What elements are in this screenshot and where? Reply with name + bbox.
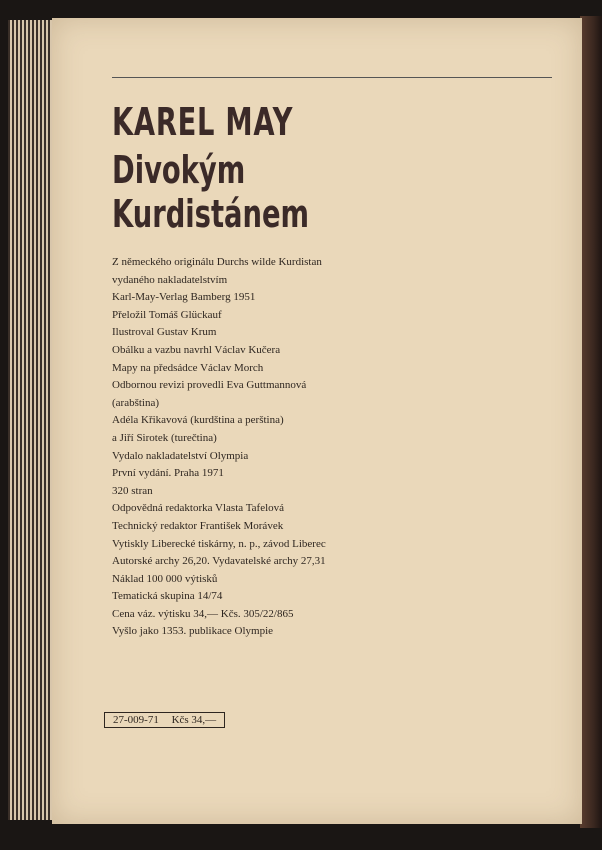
- colophon-line: (arabština): [112, 396, 160, 409]
- colophon: [112, 254, 326, 641]
- colophon-line: Autorské archy 26,20. Vydavatelské archy 27,31: [112, 555, 326, 568]
- colophon-line: Karl-May-Verlag Bamberg 1951: [112, 291, 256, 304]
- colophon-line: a Jiří Sirotek (turečtina): [112, 431, 217, 444]
- colophon-line: Vytiskly Liberecké tiskárny, n. p., závod Liberec: [112, 537, 326, 550]
- author-name: KAREL MAY: [112, 100, 294, 144]
- colophon-line: Cena váz. výtisku 34,— Kčs. 305/22/865: [112, 607, 294, 620]
- top-rule: [112, 77, 552, 78]
- book-title-line: Divokým: [112, 148, 246, 192]
- colophon-line: Odbornou revizi provedli Eva Guttmannová: [112, 379, 307, 392]
- colophon-line: Adéla Křikavová (kurdština a perština): [112, 414, 284, 427]
- colophon-line: Mapy na předsádce Václav Morch: [112, 361, 264, 374]
- colophon-line: První vydání. Praha 1971: [112, 467, 224, 480]
- colophon-line: Odpovědná redaktorka Vlasta Tafelová: [112, 502, 285, 515]
- colophon-line: vydaného nakladatelstvím: [112, 273, 228, 286]
- colophon-line: Přeložil Tomáš Glückauf: [112, 308, 222, 321]
- colophon-line: Ilustroval Gustav Krum: [112, 326, 217, 339]
- colophon-line: Obálku a vazbu navrhl Václav Kučera: [112, 343, 281, 356]
- colophon-line: Náklad 100 000 výtisků: [112, 572, 218, 585]
- price-box: [104, 712, 225, 728]
- colophon-line: Vyšlo jako 1353. publikace Olympie: [112, 625, 274, 638]
- book-cover-edge: [580, 16, 602, 828]
- colophon-line: Z německého originálu Durchs wilde Kurdistan: [112, 256, 322, 268]
- book-page: [52, 18, 582, 824]
- book-price: Kčs 34,—: [171, 714, 217, 726]
- book-title-line: Kurdistánem: [112, 192, 310, 236]
- colophon-line: Technický redaktor František Morávek: [112, 519, 284, 532]
- colophon-line: Tematická skupina 14/74: [112, 590, 223, 603]
- book-page-edges: [8, 20, 58, 820]
- colophon-line: 320 stran: [112, 484, 153, 497]
- book-title: [112, 148, 309, 236]
- colophon-line: Vydalo nakladatelství Olympia: [112, 449, 249, 462]
- book-code: 27-009-71: [113, 714, 159, 726]
